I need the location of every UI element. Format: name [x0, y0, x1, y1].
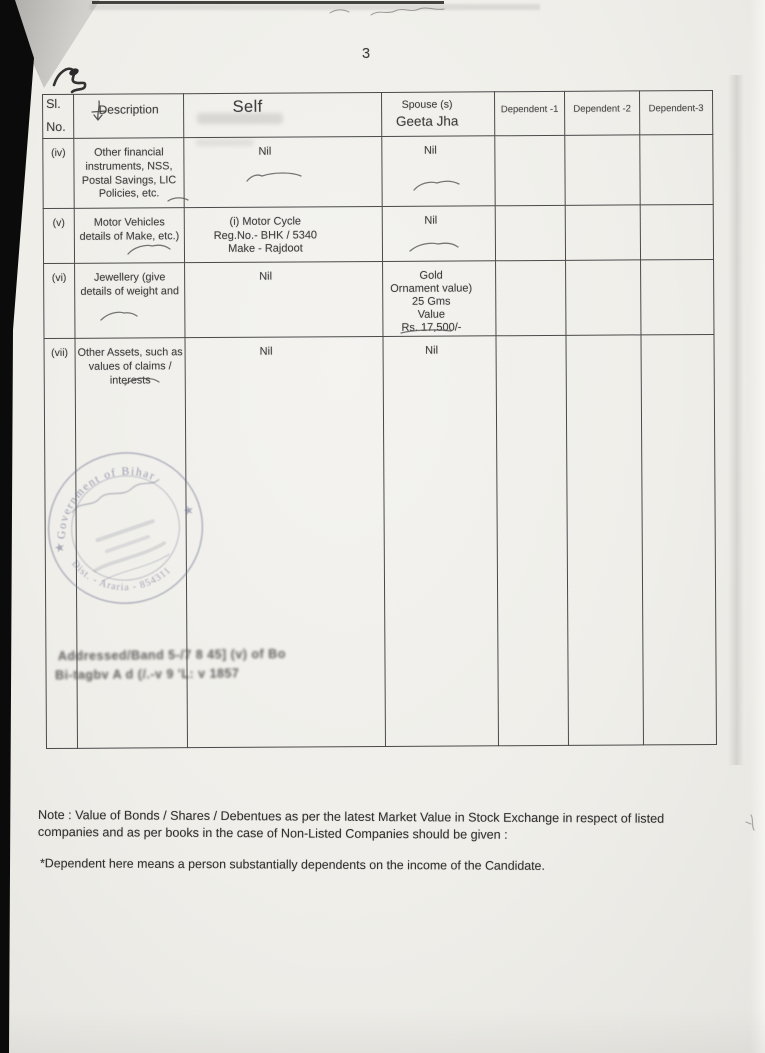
illegible-stamp-line1: Addressed/Band 5-/7 8 45] (v) of Bo	[57, 646, 286, 664]
cell-self-v: (i) Motor Cycle Reg.No.- BHK / 5340 Make - Rajdoot	[184, 206, 382, 262]
header-spouse-name: Geeta Jha	[395, 113, 459, 129]
cell-sl-iv: (iv)	[43, 138, 74, 208]
cell-dep1-vii	[496, 335, 569, 745]
cell-self-vii: Nil	[185, 336, 386, 747]
note-dependent-definition: *Dependent here means a person substantially dependents on the income of the Candidate.	[39, 856, 545, 873]
table-header-row	[43, 90, 713, 138]
seal-arc-bottom-text: Dist. - Araria - 854311	[69, 558, 174, 594]
cell-description-vi: Jewellery (give details of weight and	[75, 263, 185, 339]
header-self: Self	[184, 92, 382, 137]
cell-dep3-vi	[641, 259, 714, 334]
scan-bottom-shadow	[0, 1008, 765, 1053]
cell-description-vii: Other Assets, such as values of claims / interests	[75, 338, 188, 749]
table-row-iv	[43, 134, 713, 208]
cell-self-vi: Nil	[185, 261, 383, 337]
illegible-rubber-stamp	[55, 646, 308, 683]
header-spouse	[382, 92, 495, 137]
illegible-stamp-line2: Bi-tagbv A d (/.-v 9 'L: v 1857	[55, 666, 240, 683]
cell-dep2-vii	[566, 335, 644, 745]
cell-sl-vii: (vii)	[44, 338, 78, 748]
page-number: 3	[362, 46, 371, 62]
cell-self-iv: Nil	[184, 136, 382, 207]
scan-top-haze	[90, 4, 540, 10]
cell-dep1-iv	[495, 135, 565, 205]
cell-spouse-vii: Nil	[383, 336, 499, 747]
paper-crease	[728, 75, 744, 765]
table-row-v	[43, 204, 713, 263]
paper-right-edge	[750, 0, 765, 1053]
seal-star-left: ★	[52, 539, 67, 556]
cell-dep3-v	[640, 204, 713, 259]
table-row-vi	[44, 259, 714, 338]
header-dependent-2: Dependent -2	[564, 91, 639, 135]
header-spouse-label: Spouse (s)	[401, 98, 453, 111]
header-description: Description	[74, 94, 184, 139]
cell-dep1-v	[495, 205, 565, 260]
cell-description-iv: Other financial instruments, NSS, Postal Savings, LIC Policies, etc.	[74, 138, 184, 209]
cell-spouse-v: Nil	[382, 206, 495, 262]
cell-dep3-iv	[640, 134, 713, 204]
seal-arc-top-text: Government of Bihar	[55, 465, 158, 540]
seal-star-right: ★	[181, 502, 196, 519]
cell-description-v: Motor Vehicles details of Make, etc.)	[74, 208, 184, 264]
cell-sl-v: (v)	[43, 208, 74, 263]
cell-dep2-v	[565, 205, 640, 260]
cell-dep2-vi	[566, 260, 641, 335]
header-sl-line1: Sl.	[46, 96, 61, 112]
cell-spouse-vi: Gold Ornament value) 25 Gms Value Rs. 17,500/-	[383, 261, 496, 337]
header-sl-no	[43, 94, 74, 138]
cell-dep2-iv	[565, 135, 640, 205]
cell-dep1-vi	[496, 260, 566, 335]
cell-spouse-iv: Nil	[382, 136, 495, 207]
cell-dep3-vii	[641, 334, 717, 744]
header-sl-line2: No.	[46, 119, 66, 134]
round-government-seal	[34, 438, 219, 623]
cell-sl-vi: (vi)	[44, 263, 75, 338]
header-dependent-3: Dependent-3	[639, 90, 712, 134]
header-dependent-1: Dependent -1	[495, 91, 565, 135]
note-market-value: Note : Value of Bonds / Shares / Debentues as per the latest Market Value in Stock Exchange in respect of listed companies and as per books in the case of Non-Listed Companies should be given :	[37, 807, 665, 842]
corner-ink-scribble	[54, 67, 85, 92]
